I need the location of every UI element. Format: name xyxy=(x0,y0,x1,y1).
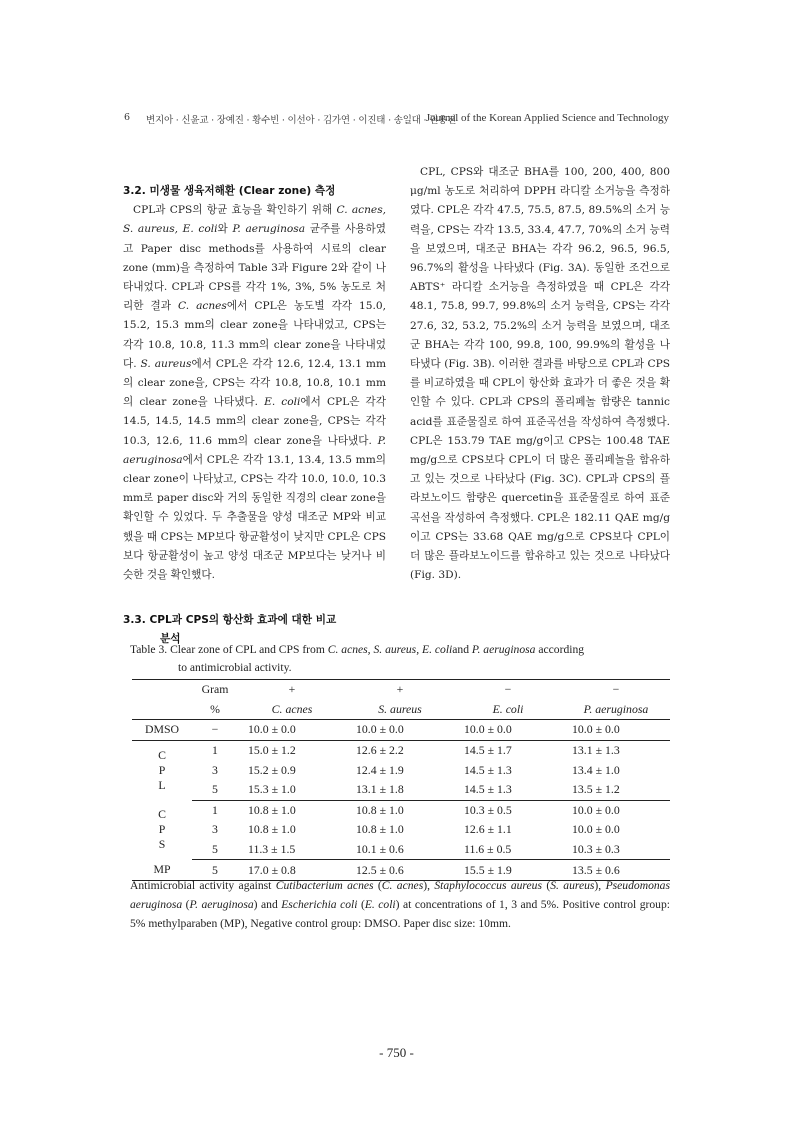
table-row-cpl-5 xyxy=(132,780,670,800)
group-label-cpl: C P L xyxy=(158,747,166,792)
header-page-number: 6 xyxy=(124,112,131,123)
right-column xyxy=(410,163,670,585)
gram-value: + xyxy=(346,680,454,700)
gram-value: − xyxy=(454,680,562,700)
section-3-2-body: CPL과 CPS의 항균 효능을 확인하기 위해 C. acnes, S. aureus, E. coli와 P. aeruginosa 균주를 사용하였고 Paper disc methods를 사용하여 시료의 clear zone (mm)을 측정하여 Table 3과 Figure 2와 같이 나타내었다. CPL과 CPS를 각각 1%, 3%, 5% 농도로 처리한 결과 C. acnes에서 CPL은 농도별 각각 15.0, 15.2, 15.3 mm의 clear zone을 나타내었고, CPS는 각각 10.8, 10.8, 11.3 mm의 clear zone을 나타내었다. S. aureus에서 CPL은 각각 12.6, 12.4, 13.1 mm의 clear zone을, CPS는 각각 10.8, 10.8, 10.1 mm의 clear zone을 나타냈다. E. coli에서 CPL은 각각 14.5, 14.5, 14.5 mm의 clear zone을, CPS는 각각 10.3, 12.6, 11.6 mm의 clear zone을 나타냈다. P. aeruginosa에서 CPL은 각각 13.1, 13.4, 13.5 mm의 clear zone이 나타났고, CPS는 각각 10.0, 10.0, 10.3 mm로 paper disc와 거의 동일한 직경의 clear zone을 확인할 수 있었다. 두 추출물을 양성 대조군 MP와 비교했을 때 CPS는 MP보다 항균활성이 낮지만 CPL은 CPS보다 항균활성이 높고 양성 대조군 MP보다는 낮거나 비슷한 것을 확인했다. xyxy=(123,204,387,582)
cell-value: 12.4 ± 1.9 xyxy=(356,762,404,777)
cell-value: 10.3 ± 0.5 xyxy=(464,802,512,817)
table-3-caption-line1: Table 3. Clear zone of CPL and CPS from C. acnes, S. aureus, E. coliand P. aeruginosa according xyxy=(130,643,585,656)
row-label: DMSO xyxy=(132,720,192,741)
table-3-caption xyxy=(130,641,670,677)
row-percent: − xyxy=(192,720,238,741)
table-row-cps-5 xyxy=(132,840,670,860)
gram-value: − xyxy=(562,680,670,700)
cell-value: 11.6 ± 0.5 xyxy=(454,840,562,860)
table-header-organism-row xyxy=(132,700,670,720)
section-3-3-heading-line2: 분석 xyxy=(160,633,181,646)
row-percent: 3 xyxy=(212,822,218,837)
row-label: MP xyxy=(132,860,192,881)
table-3-caption-line2: to antimicrobial activity. xyxy=(178,661,292,674)
cell-value: 10.0 ± 0.0 xyxy=(454,720,562,741)
table-header-gram-row xyxy=(132,680,670,700)
organism-header: C. acnes xyxy=(238,700,346,720)
section-3-2-heading: 3.2. 미생물 생육저해환 (Clear zone) 측정 xyxy=(123,185,336,197)
cell-value: 10.8 ± 1.0 xyxy=(356,822,404,837)
row-percent: 5 xyxy=(192,840,238,860)
cell-value: 13.5 ± 1.2 xyxy=(562,780,670,800)
row-percent: 1 xyxy=(212,802,218,817)
cell-value: 10.8 ± 1.0 xyxy=(248,822,296,837)
cell-value: 14.5 ± 1.7 xyxy=(464,743,512,758)
cell-value: 15.0 ± 1.2 xyxy=(248,743,296,758)
cell-value: 10.0 ± 0.0 xyxy=(572,822,620,837)
organism-header: S. aureus xyxy=(346,700,454,720)
cell-value: 10.0 ± 0.0 xyxy=(238,720,346,741)
cell-value: 12.6 ± 2.2 xyxy=(356,743,404,758)
clear-zone-table xyxy=(132,679,670,881)
cell-value: 15.5 ± 1.9 xyxy=(454,860,562,881)
cell-value: 13.4 ± 1.0 xyxy=(572,762,620,777)
table-row-cps-1 xyxy=(132,800,670,820)
gram-value: + xyxy=(238,680,346,700)
cell-value: 13.5 ± 0.6 xyxy=(562,860,670,881)
cell-value: 10.1 ± 0.6 xyxy=(346,840,454,860)
cell-value: 10.8 ± 1.0 xyxy=(356,802,404,817)
cell-value: 12.6 ± 1.1 xyxy=(464,822,512,837)
cell-value: 13.1 ± 1.3 xyxy=(572,743,620,758)
row-percent: 1 xyxy=(212,743,218,758)
cell-value: 17.0 ± 0.8 xyxy=(238,860,346,881)
cell-value: 10.0 ± 0.0 xyxy=(346,720,454,741)
cell-value: 15.2 ± 0.9 xyxy=(248,762,296,777)
table-row-cpl-3 xyxy=(132,760,670,780)
organism-header: E. coli xyxy=(454,700,562,720)
row-percent: 3 xyxy=(212,762,218,777)
row-percent: 5 xyxy=(192,780,238,800)
table-row-dmso xyxy=(132,720,670,741)
table-row-cps-3 xyxy=(132,820,670,840)
header-authors: 변지아 · 신윤교 · 장예진 · 황수빈 · 이선아 · 김가연 · 이진태 · 송일대 · 권용진 xyxy=(146,115,457,126)
row-percent: 5 xyxy=(192,860,238,881)
percent-label: % xyxy=(192,700,238,720)
cell-value: 11.3 ± 1.5 xyxy=(238,840,346,860)
antioxidant-body: CPL, CPS와 대조군 BHA를 100, 200, 400, 800 μg/ml 농도로 처리하여 DPPH 라디칼 소거능을 측정하였다. CPL은 각각 47.5, 75.5, 87.5, 89.5%의 소거 능력을, CPS는 각각 13.5, 33.4, 47.7, 70%의 소거 능력을 보였으며, 대조군 BHA는 각각 96.2, 96.5, 96.5, 96.7%의 활성을 나타냈다 (Fig. 3A). 동일한 조건으로 ABTS⁺ 라디칼 소거능을 측정하였을 때 CPL은 각각 48.1, 75.8, 99.7, 99.8%의 소거 능력을, CPS는 각각 27.6, 32, 53.2, 75.2%의 소거 능력을 보였으며, 대조군 BHA는 각각 100, 99.8, 100, 99.9%의 활성을 나타냈다 (Fig. 3B). 이러한 결과를 바탕으로 CPL과 CPS를 비교하였을 때 CPL이 항산화 효과가 더 좋은 것을 확인할 수 있다. CPL과 CPS의 폴리페놀 함량은 tannic acid를 표준물질로 하여 표준곡선을 작성하여 측정했다. CPL은 153.79 TAE mg/g이고 CPS는 100.48 TAE mg/g으로 CPS보다 CPL이 더 많은 폴리페놀을 함유하고 있는 것으로 나타났다 (Fig. 3C). CPL과 CPS의 플라보노이드 함량은 quercetin을 표준물질로 하여 표준곡선을 작성하여 측정했다. CPL은 182.11 QAE mg/g이고 CPS는 33.68 QAE mg/g으로 CPS보다 CPL이 더 많은 플라보노이드를 함유하고 있는 것으로 나타났다 (Fig. 3D). xyxy=(410,166,670,582)
cell-value: 15.3 ± 1.0 xyxy=(238,780,346,800)
header-journal-title: Journal of the Korean Applied Science and Technology xyxy=(425,112,669,124)
cell-value: 10.0 ± 0.0 xyxy=(562,720,670,741)
organism-header: P. aeruginosa xyxy=(562,700,670,720)
page-footer-number: - 750 - xyxy=(379,1045,414,1060)
cell-value: 14.5 ± 1.3 xyxy=(464,762,512,777)
gram-label: Gram xyxy=(192,680,238,700)
cell-value: 10.0 ± 0.0 xyxy=(572,802,620,817)
cell-value: 10.8 ± 1.0 xyxy=(248,802,296,817)
cell-value: 12.5 ± 0.6 xyxy=(346,860,454,881)
cell-value: 10.3 ± 0.3 xyxy=(562,840,670,860)
section-3-3-heading-line1: 3.3. CPL과 CPS의 항산화 효과에 대한 비교 xyxy=(123,614,337,627)
running-header xyxy=(124,112,669,128)
left-column xyxy=(123,163,386,650)
cell-value: 13.1 ± 1.8 xyxy=(346,780,454,800)
group-label-cps: C P S xyxy=(158,807,166,852)
cell-value: 14.5 ± 1.3 xyxy=(454,780,562,800)
table-row-cpl-1 xyxy=(132,740,670,760)
table-3-footnote: Antimicrobial activity against Cutibacterium acnes (C. acnes), Staphylococcus aureus (S. aureus), Pseudomonas aeruginosa (P. aeruginosa) and Escherichia coli (E. coli) at concentrations of 1, 3 and 5%. Positive control group: 5% methylparaben (MP), Negative control group: DMSO. Paper disc size: 10mm. xyxy=(130,879,670,930)
